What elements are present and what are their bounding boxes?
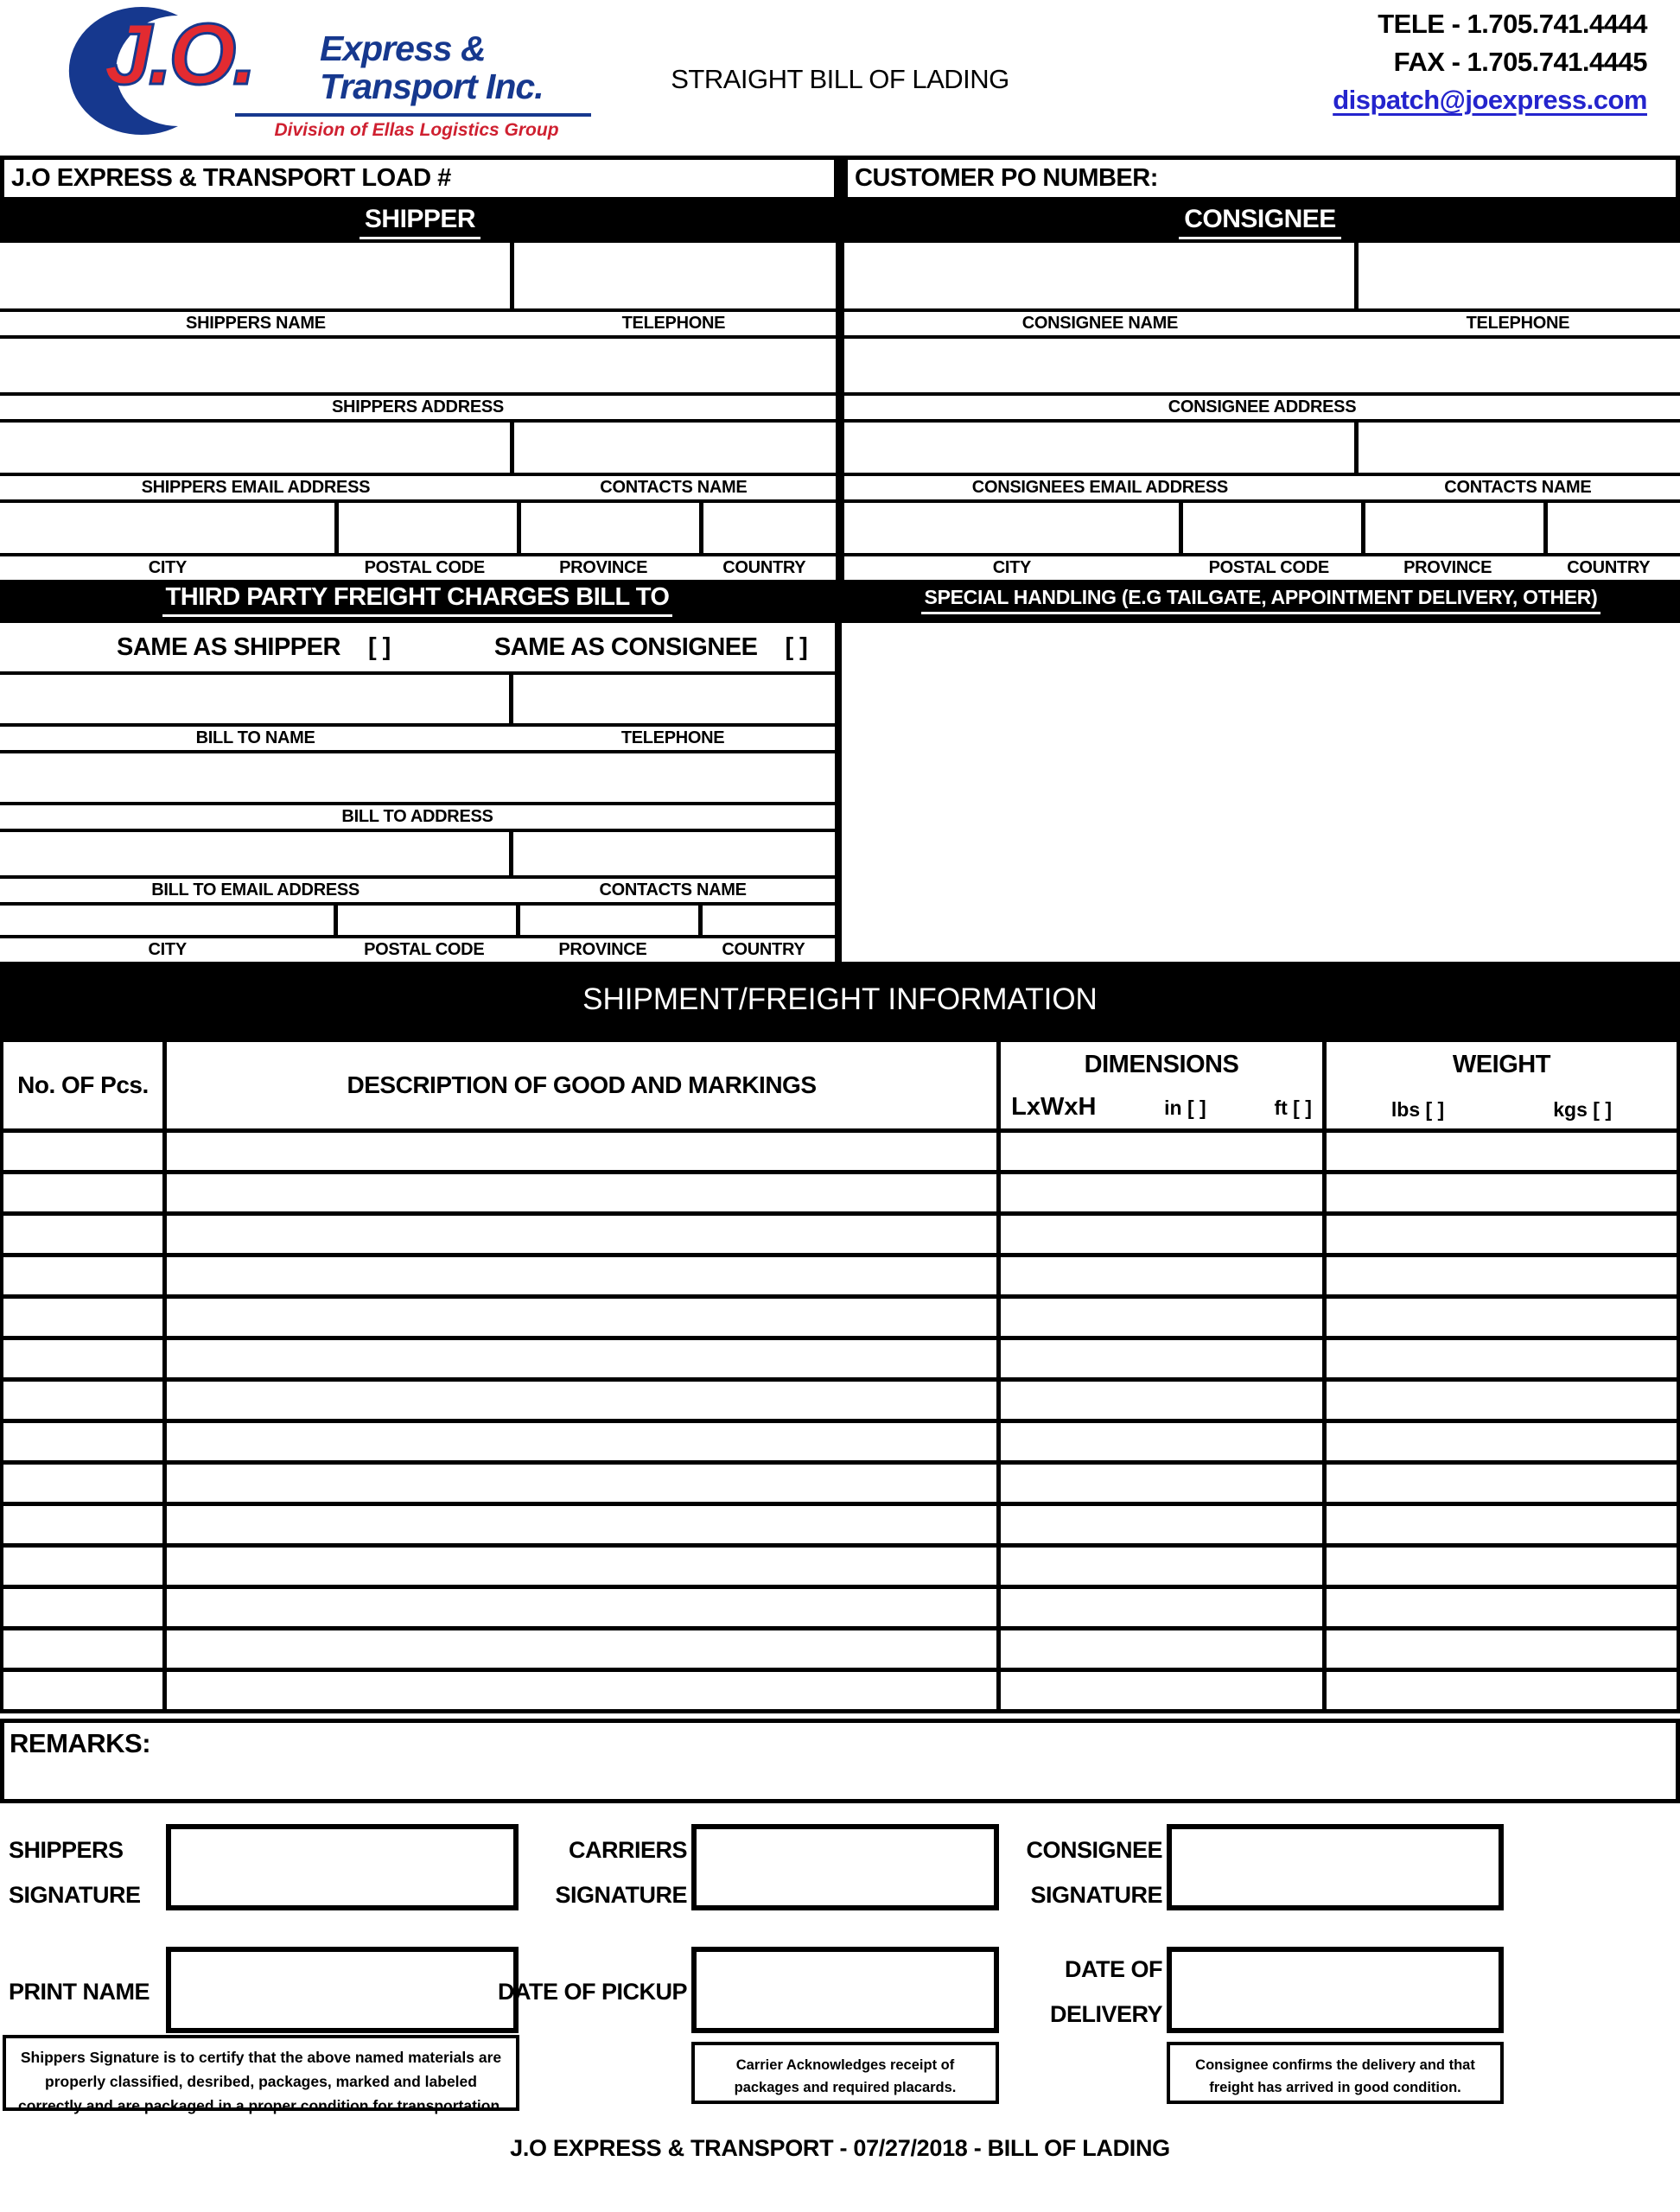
freight-cell-pcs[interactable] [3, 1133, 162, 1170]
load-po-bar [0, 156, 1680, 201]
customer-po-label: CUSTOMER PO NUMBER: [855, 164, 1158, 192]
freight-cell-dimensions[interactable] [1001, 1630, 1322, 1668]
weight-lbs-checkbox[interactable]: lbs [ ] [1390, 1098, 1445, 1121]
freight-cell-dimensions[interactable] [1001, 1340, 1322, 1377]
consignee-section-title: CONSIGNEE [1179, 205, 1341, 239]
freight-row [3, 1506, 1677, 1543]
shipper-postal-label: POSTAL CODE [364, 558, 485, 577]
freight-cell-weight[interactable] [1327, 1174, 1677, 1211]
freight-cell-description[interactable] [167, 1423, 996, 1460]
consignee-column [844, 243, 1680, 580]
billto-province-input[interactable] [520, 906, 698, 935]
freight-cell-pcs[interactable] [3, 1340, 162, 1377]
freight-cell-pcs[interactable] [3, 1465, 162, 1502]
freight-cell-dimensions[interactable] [1001, 1672, 1322, 1709]
shipper-address-input[interactable] [0, 339, 836, 392]
shipper-country-input[interactable] [703, 503, 836, 553]
contact-block [1333, 5, 1647, 119]
customer-po-field[interactable] [848, 160, 1676, 197]
freight-cell-pcs[interactable] [3, 1174, 162, 1211]
freight-cell-weight[interactable] [1327, 1465, 1677, 1502]
special-handling-title: SPECIAL HANDLING (E.G TAILGATE, APPOINTMENT DELIVERY, OTHER) [921, 586, 1601, 614]
parties-section [0, 243, 1680, 580]
freight-cell-weight[interactable] [1327, 1630, 1677, 1668]
consignee-country-input[interactable] [1548, 503, 1680, 553]
third-party-section [0, 580, 1680, 962]
freight-cell-dimensions[interactable] [1001, 1216, 1322, 1253]
third-party-title: THIRD PARTY FREIGHT CHARGES BILL TO [162, 583, 673, 617]
consignee-telephone-label: TELEPHONE [1466, 314, 1570, 333]
freight-cell-dimensions[interactable] [1001, 1465, 1322, 1502]
weight-title: WEIGHT [1452, 1051, 1550, 1078]
billto-country-label: COUNTRY [722, 940, 805, 959]
consignee-country-label: COUNTRY [1567, 558, 1651, 577]
freight-cell-dimensions[interactable] [1001, 1299, 1322, 1336]
header [0, 0, 1680, 156]
billto-province-label: PROVINCE [558, 940, 647, 959]
freight-cell-pcs[interactable] [3, 1216, 162, 1253]
remarks-input[interactable] [0, 1719, 1680, 1803]
same-as-row [0, 623, 835, 671]
shipper-city-input[interactable] [0, 503, 334, 553]
logo-division-tagline: Division of Ellas Logistics Group [274, 120, 559, 140]
date-of-delivery-box[interactable] [1167, 1947, 1504, 2033]
freight-row [3, 1299, 1677, 1336]
logo-transport: Transport Inc. [320, 67, 544, 106]
freight-cell-description[interactable] [167, 1299, 996, 1336]
consignee-signature-label: CONSIGNEE SIGNATURE [1026, 1837, 1162, 1908]
freight-row [3, 1423, 1677, 1460]
freight-cell-dimensions[interactable] [1001, 1548, 1322, 1585]
freight-cell-pcs[interactable] [3, 1630, 162, 1668]
shipper-telephone-input[interactable] [514, 243, 836, 308]
freight-header-description: DESCRIPTION OF GOOD AND MARKINGS [167, 1042, 996, 1128]
shipper-certification-note: Shippers Signature is to certify that the above named materials are properly classified, desribed, packages, marked and labeled correctly and are packaged in a proper condition for transportation. [3, 2035, 519, 2111]
freight-header-pcs: No. OF Pcs. [3, 1042, 162, 1128]
billto-address-label: BILL TO ADDRESS [341, 807, 493, 826]
consignee-postal-input[interactable] [1183, 503, 1361, 553]
consignee-telephone-input[interactable] [1359, 243, 1680, 308]
shipper-address-label: SHIPPERS ADDRESS [332, 397, 504, 416]
consignee-contact-input[interactable] [1359, 423, 1680, 473]
shipment-info-band [0, 962, 1680, 1038]
carriers-signature-label: CARRIERS SIGNATURE [555, 1837, 687, 1908]
special-handling-column [842, 580, 1680, 962]
freight-cell-weight[interactable] [1327, 1133, 1677, 1170]
date-of-delivery-label: DATE OF DELIVERY [1049, 1956, 1162, 2027]
same-as-consignee-checkbox[interactable]: [ ] [785, 632, 808, 661]
shipper-telephone-label: TELEPHONE [621, 314, 726, 333]
special-handling-input[interactable] [842, 623, 1680, 962]
billto-name-label: BILL TO NAME [195, 728, 315, 747]
freight-cell-pcs[interactable] [3, 1672, 162, 1709]
shipper-section-title: SHIPPER [360, 205, 480, 239]
consignee-email-input[interactable] [844, 423, 1354, 473]
billto-postal-input[interactable] [338, 906, 516, 935]
freight-cell-pcs[interactable] [3, 1299, 162, 1336]
shippers-signature-label: SHIPPERS SIGNATURE [9, 1837, 141, 1908]
billto-country-input[interactable] [703, 906, 835, 935]
dispatch-email-link[interactable]: dispatch@joexpress.com [1333, 85, 1647, 115]
billto-postal-label: POSTAL CODE [364, 940, 485, 959]
freight-cell-weight[interactable] [1327, 1382, 1677, 1419]
freight-row [3, 1589, 1677, 1626]
freight-rows [3, 1133, 1677, 1709]
consignee-band [840, 201, 1680, 243]
remarks-label: REMARKS: [10, 1728, 151, 1758]
freight-header-dimensions [1001, 1042, 1322, 1128]
freight-cell-description[interactable] [167, 1672, 996, 1709]
shipper-province-input[interactable] [521, 503, 699, 553]
fax-number: FAX - 1.705.741.4445 [1393, 47, 1647, 77]
shipment-info-title: SHIPMENT/FREIGHT INFORMATION [582, 982, 1098, 1016]
freight-cell-pcs[interactable] [3, 1589, 162, 1626]
consignee-name-label: CONSIGNEE NAME [1021, 314, 1179, 333]
freight-cell-weight[interactable] [1327, 1340, 1677, 1377]
freight-cell-description[interactable] [167, 1589, 996, 1626]
billto-name-input[interactable] [0, 675, 509, 723]
consignee-province-label: PROVINCE [1403, 558, 1492, 577]
billto-telephone-input[interactable] [513, 675, 835, 723]
carriers-signature-box[interactable] [691, 1824, 999, 1910]
freight-cell-description[interactable] [167, 1465, 996, 1502]
freight-cell-weight[interactable] [1327, 1257, 1677, 1294]
shipper-contact-input[interactable] [514, 423, 836, 473]
freight-cell-dimensions[interactable] [1001, 1382, 1322, 1419]
dimensions-formula: LxWxH [1011, 1093, 1097, 1121]
shipper-province-label: PROVINCE [559, 558, 648, 577]
freight-cell-dimensions[interactable] [1001, 1589, 1322, 1626]
freight-cell-dimensions[interactable] [1001, 1257, 1322, 1294]
weight-kgs-checkbox[interactable]: kgs [ ] [1553, 1098, 1612, 1121]
billto-address-input[interactable] [0, 753, 835, 802]
freight-row [3, 1174, 1677, 1211]
consignee-postal-label: POSTAL CODE [1208, 558, 1329, 577]
consignee-city-label: CITY [992, 558, 1032, 577]
billto-city-input[interactable] [0, 906, 334, 935]
freight-cell-weight[interactable] [1327, 1423, 1677, 1460]
shipper-email-input[interactable] [0, 423, 510, 473]
freight-cell-description[interactable] [167, 1216, 996, 1253]
shipper-postal-input[interactable] [339, 503, 517, 553]
billto-email-input[interactable] [0, 832, 509, 875]
freight-cell-pcs[interactable] [3, 1548, 162, 1585]
telephone-number: TELE - 1.705.741.4444 [1378, 9, 1647, 39]
freight-cell-weight[interactable] [1327, 1672, 1677, 1709]
shipper-name-label: SHIPPERS NAME [186, 314, 326, 333]
logo-express: Express & [320, 29, 486, 68]
print-name-box[interactable] [166, 1947, 519, 2033]
freight-cell-weight[interactable] [1327, 1299, 1677, 1336]
freight-cell-description[interactable] [167, 1382, 996, 1419]
party-band [0, 201, 1680, 243]
freight-header-row [3, 1042, 1677, 1128]
consignee-name-input[interactable] [844, 243, 1354, 308]
freight-row [3, 1548, 1677, 1585]
freight-cell-pcs[interactable] [3, 1423, 162, 1460]
freight-cell-pcs[interactable] [3, 1257, 162, 1294]
document-footer: J.O EXPRESS & TRANSPORT - 07/27/2018 - BILL OF LADING [510, 2135, 1170, 2161]
freight-row [3, 1133, 1677, 1170]
freight-cell-weight[interactable] [1327, 1216, 1677, 1253]
shipper-band [0, 201, 840, 243]
consignee-province-input[interactable] [1365, 503, 1543, 553]
freight-row [3, 1630, 1677, 1668]
freight-row [3, 1672, 1677, 1709]
shipper-contact-label: CONTACTS NAME [600, 478, 748, 497]
freight-cell-description[interactable] [167, 1257, 996, 1294]
dimensions-ft-checkbox[interactable]: ft [ ] [1274, 1096, 1312, 1119]
freight-cell-dimensions[interactable] [1001, 1506, 1322, 1543]
freight-cell-weight[interactable] [1327, 1589, 1677, 1626]
freight-row [3, 1216, 1677, 1253]
same-as-shipper-label: SAME AS SHIPPER [117, 632, 340, 661]
freight-cell-description[interactable] [167, 1174, 996, 1211]
freight-cell-dimensions[interactable] [1001, 1133, 1322, 1170]
freight-cell-weight[interactable] [1327, 1506, 1677, 1543]
freight-row [3, 1382, 1677, 1419]
freight-cell-dimensions[interactable] [1001, 1174, 1322, 1211]
billto-telephone-label: TELEPHONE [620, 728, 725, 747]
freight-cell-pcs[interactable] [3, 1382, 162, 1419]
consignee-confirmation-note: Consignee confirms the delivery and that freight has arrived in good condition. [1167, 2042, 1504, 2104]
same-as-shipper-checkbox[interactable]: [ ] [367, 632, 391, 661]
consignee-contact-label: CONTACTS NAME [1444, 478, 1592, 497]
load-number-field[interactable] [4, 160, 834, 197]
freight-cell-dimensions[interactable] [1001, 1423, 1322, 1460]
consignee-address-label: CONSIGNEE ADDRESS [1168, 397, 1357, 416]
consignee-signature-box[interactable] [1167, 1824, 1504, 1910]
shippers-signature-box[interactable] [166, 1824, 519, 1910]
third-party-column [0, 580, 835, 962]
date-of-pickup-box[interactable] [691, 1947, 999, 2033]
signature-section [0, 1803, 1680, 2212]
freight-header-weight [1327, 1042, 1677, 1128]
load-number-label: J.O EXPRESS & TRANSPORT LOAD # [11, 164, 451, 192]
billto-contact-input[interactable] [513, 832, 835, 875]
freight-cell-description[interactable] [167, 1340, 996, 1377]
billto-contact-label: CONTACTS NAME [599, 880, 747, 899]
freight-cell-weight[interactable] [1327, 1548, 1677, 1585]
freight-row [3, 1257, 1677, 1294]
document-title: STRAIGHT BILL OF LADING [671, 64, 1009, 94]
freight-cell-description[interactable] [167, 1506, 996, 1543]
freight-table [0, 1038, 1680, 1713]
consignee-city-input[interactable] [844, 503, 1179, 553]
freight-cell-description[interactable] [167, 1630, 996, 1668]
shipper-city-label: CITY [148, 558, 188, 577]
consignee-email-label: CONSIGNEES EMAIL ADDRESS [971, 478, 1228, 497]
print-name-label: PRINT NAME [9, 1979, 150, 2005]
billto-email-label: BILL TO EMAIL ADDRESS [151, 880, 360, 899]
consignee-address-input[interactable] [844, 339, 1680, 392]
carrier-acknowledgement-note: Carrier Acknowledges receipt of packages and required placards. [691, 2042, 999, 2104]
freight-row [3, 1465, 1677, 1502]
logo-underline [235, 113, 591, 117]
dimensions-in-checkbox[interactable]: in [ ] [1164, 1096, 1206, 1119]
freight-cell-description[interactable] [167, 1133, 996, 1170]
shipper-name-input[interactable] [0, 243, 510, 308]
date-of-pickup-label: DATE OF PICKUP [497, 1979, 687, 2005]
freight-cell-description[interactable] [167, 1548, 996, 1585]
freight-row [3, 1340, 1677, 1377]
logo-initials: J.O. [104, 6, 253, 103]
shipper-email-label: SHIPPERS EMAIL ADDRESS [141, 478, 371, 497]
shipper-column [0, 243, 836, 580]
same-as-consignee-label: SAME AS CONSIGNEE [493, 632, 758, 661]
dimensions-title: DIMENSIONS [1084, 1051, 1239, 1078]
billto-city-label: CITY [148, 940, 187, 959]
shipper-country-label: COUNTRY [722, 558, 806, 577]
freight-cell-pcs[interactable] [3, 1506, 162, 1543]
